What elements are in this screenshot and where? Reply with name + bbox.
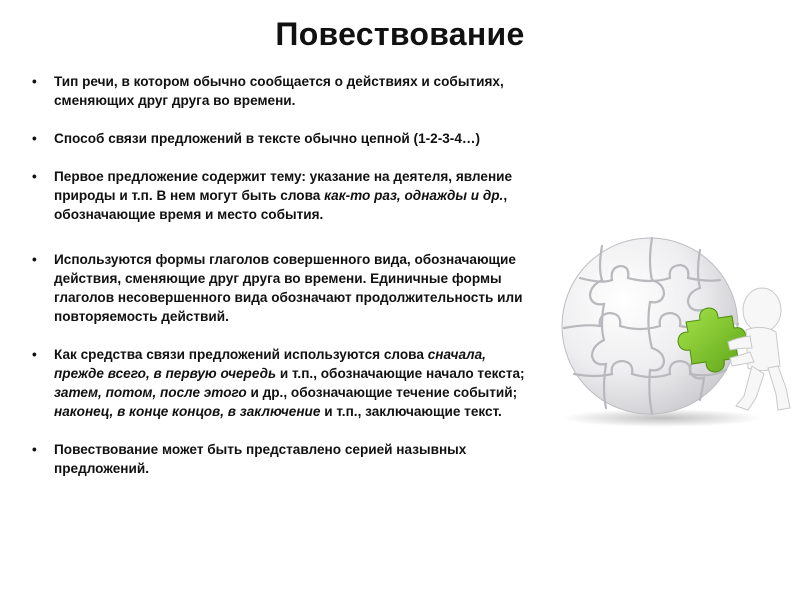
bullet-text-italic: наконец, в конце концов, в заключение <box>54 404 321 419</box>
bullet-item-4 <box>32 250 538 326</box>
bullet-text: Способ связи предложений в тексте обычно цепной (1-2-3-4…) <box>54 131 481 146</box>
bullet-item-1 <box>32 72 538 110</box>
bullet-text: и т.п., заключающие текст. <box>320 404 502 419</box>
bullet-item-6 <box>32 440 538 478</box>
puzzle-figure-illustration <box>540 228 800 432</box>
bullet-text: и др., обозначающие течение событий; <box>246 385 518 400</box>
bullet-text: Повествование может быть представлено серией назывных предложений. <box>54 442 467 476</box>
bullet-item-5 <box>32 345 538 421</box>
bullet-text-italic: как-то раз, однажды и др. <box>324 188 504 203</box>
bullet-text: , обозначающие время и место события. <box>54 188 508 222</box>
bullet-item-2 <box>32 129 538 148</box>
bullet-list <box>32 72 538 478</box>
bullet-text-italic: затем, потом, после этого <box>54 385 247 400</box>
page-title: Повествование <box>275 16 525 52</box>
bullet-text: Первое предложение содержит тему: указание на деятеля, явление природы и т.п. В нем могут быть слова <box>54 169 513 203</box>
bullet-item-3 <box>32 167 538 224</box>
bullet-text: и т.п., обозначающие начало текста; <box>276 366 525 381</box>
bullet-text-italic: сначала, прежде всего, в первую очередь <box>54 347 486 381</box>
bullet-text: Используются формы глаголов совершенного вида, обозначающие действия, сменяющие друг друга во времени. Единичные формы глаголов несовершенного вида обозначают продолжительность или повторяемость действий. <box>54 252 523 324</box>
bullet-text: Тип речи, в котором обычно сообщается о действиях и событиях, сменяющих друг друга во времени. <box>54 74 504 108</box>
bullet-text: Как средства связи предложений используются слова <box>54 347 428 362</box>
puzzle-sphere-icon <box>540 228 800 432</box>
